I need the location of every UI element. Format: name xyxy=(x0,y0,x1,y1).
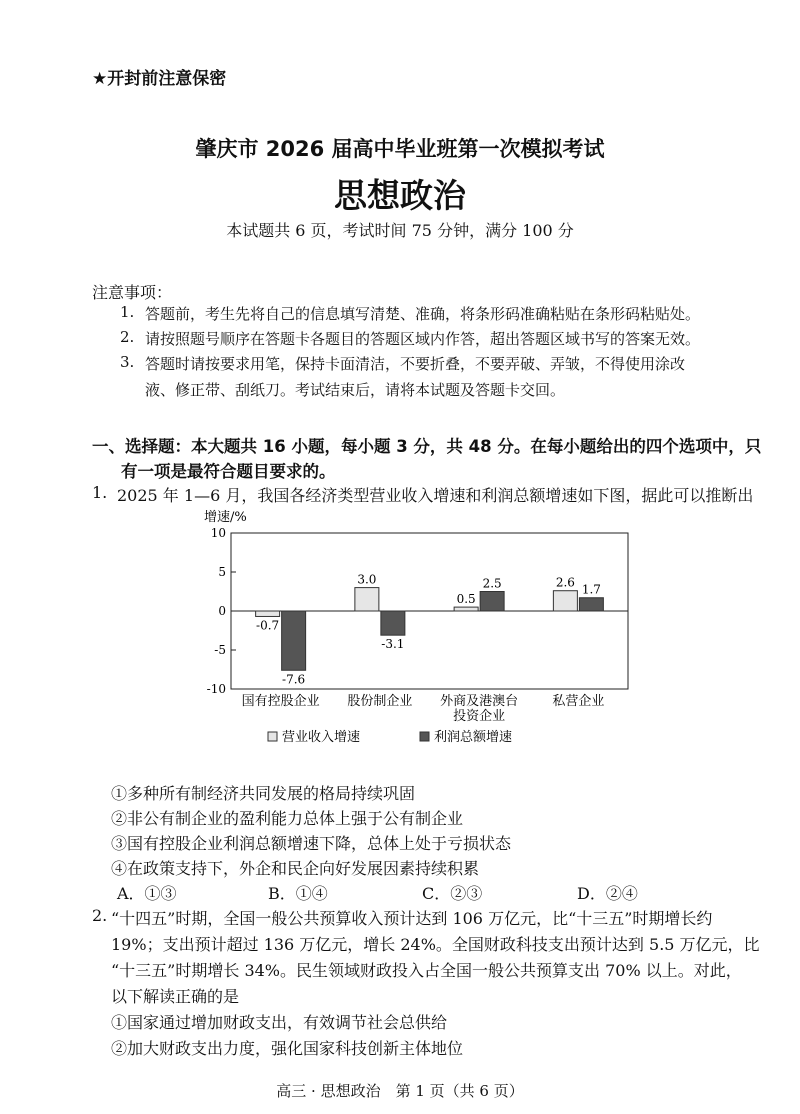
bar-value-label: -7.6 xyxy=(282,672,306,687)
bar-value-label: 2.5 xyxy=(482,576,502,591)
chart-legend xyxy=(268,729,512,745)
x-axis-labels xyxy=(242,693,605,724)
section-heading-line2: 有一项是最符合题目要求的。 xyxy=(121,462,336,481)
notice-item-2-text: 请按照题号顺序在答题卡各题目的答题区域内作答，超出答题区域书写的答案无效。 xyxy=(145,330,701,348)
y-tick-label: 5 xyxy=(218,565,226,579)
notice-item-1-number: 1. xyxy=(120,303,135,321)
bar-profit-growth xyxy=(480,592,504,612)
q1-option-c: C．②③ xyxy=(422,884,483,903)
q1-option-a: A．①③ xyxy=(117,884,177,903)
x-category-label: 私营企业 xyxy=(552,694,605,709)
chart-ylabel: 增速/% xyxy=(204,510,247,525)
q2-statement-1: ①国家通过增加财政支出，有效调节社会总供给 xyxy=(111,1013,448,1032)
bar-value-label: -0.7 xyxy=(256,618,280,633)
bar-value-label: 0.5 xyxy=(456,592,476,607)
notice-heading: 注意事项： xyxy=(92,283,173,302)
q1-number: 1. xyxy=(92,483,108,502)
bar-value-label: -3.1 xyxy=(381,637,405,652)
notice-item-3-text-line2: 液、修正带、刮纸刀。考试结束后，请将本试题及答题卡交回。 xyxy=(145,381,566,399)
section-heading-line1: 一、选择题：本大题共 16 小题，每小题 3 分，共 48 分。在每小题给出的四个选项中，只 xyxy=(92,437,762,456)
notice-item-3-text-line1: 答题时请按要求用笔，保持卡面清洁，不要折叠，不要弄破、弄皱，不得使用涂改 xyxy=(145,355,686,373)
bar-value-label: 2.6 xyxy=(555,575,575,590)
legend-swatch-profit xyxy=(420,732,429,741)
confidential-mark: ★开封前注意保密 xyxy=(92,69,227,89)
notice-item-2-number: 2. xyxy=(120,328,135,346)
q1-option-d: D．②④ xyxy=(577,884,638,903)
q2-number: 2. xyxy=(92,906,108,925)
q2-line-2: 19%；支出预计超过 136 万亿元，增长 24%。全国财政科技支出预计达到 5.5 万亿元，比 xyxy=(111,935,760,954)
bar-chart xyxy=(198,505,638,755)
bar-revenue-growth xyxy=(355,588,379,611)
bar-profit-growth xyxy=(282,611,306,670)
notice-item-3-number: 3. xyxy=(120,353,135,371)
bars xyxy=(256,573,604,687)
bar-revenue-growth xyxy=(454,607,478,611)
q2-line-1: “十四五”时期，全国一般公共预算收入预计达到 106 万亿元，比“十三五”时期增长约 xyxy=(111,909,713,928)
q2-line-4: 以下解读正确的是 xyxy=(111,987,240,1006)
bar-revenue-growth xyxy=(553,591,577,611)
legend-swatch-revenue xyxy=(268,732,277,741)
q1-statement-2: ②非公有制企业的盈利能力总体上强于公有制企业 xyxy=(111,809,464,828)
notice-item-1-text: 答题前，考生先将自己的信息填写清楚、准确，将条形码准确粘贴在条形码粘贴处。 xyxy=(145,305,701,323)
q1-statement-4: ④在政策支持下，外企和民企向好发展因素持续积累 xyxy=(111,859,480,878)
bar-profit-growth xyxy=(381,611,405,635)
y-tick-label: 10 xyxy=(210,526,226,540)
x-category-label: 股份制企业 xyxy=(347,694,413,709)
legend-label-profit: 利润总额增速 xyxy=(434,730,513,745)
bar-revenue-growth xyxy=(256,611,280,616)
x-category-label: 国有控股企业 xyxy=(241,694,320,709)
q1-stem: 2025 年 1—6 月，我国各经济类型营业收入增速和利润总额增速如下图，据此可以推断出 xyxy=(117,486,754,505)
y-tick-label: 0 xyxy=(218,604,226,618)
bar-profit-growth xyxy=(579,598,603,611)
bar-value-label: 1.7 xyxy=(581,582,601,597)
q2-statement-2: ②加大财政支出力度，强化国家科技创新主体地位 xyxy=(111,1039,464,1058)
y-tick-label: -10 xyxy=(206,682,226,696)
page-footer: 高三 · 思想政治 第 1 页（共 6 页） xyxy=(276,1082,524,1100)
legend-label-revenue: 营业收入增速 xyxy=(282,730,361,745)
q1-statement-3: ③国有控股企业利润总额增速下降，总体上处于亏损状态 xyxy=(111,834,512,853)
y-tick-label: -5 xyxy=(214,643,226,657)
q2-line-3: “十三五”时期增长 34%。民生领域财政投入占全国一般公共预算支出 70% 以上。对此， xyxy=(111,961,742,980)
exam-info: 本试题共 6 页，考试时间 75 分钟，满分 100 分 xyxy=(226,221,574,240)
subject-title: 思想政治 xyxy=(334,176,466,215)
exam-title: 肇庆市 2026 届高中毕业班第一次模拟考试 xyxy=(195,137,605,161)
q1-statement-1: ①多种所有制经济共同发展的格局持续巩固 xyxy=(111,784,416,803)
q1-option-b: B．①④ xyxy=(268,884,328,903)
x-category-label: 投资企业 xyxy=(453,709,506,724)
x-category-label: 外商及港澳台 xyxy=(440,694,519,709)
bar-value-label: 3.0 xyxy=(357,572,377,587)
